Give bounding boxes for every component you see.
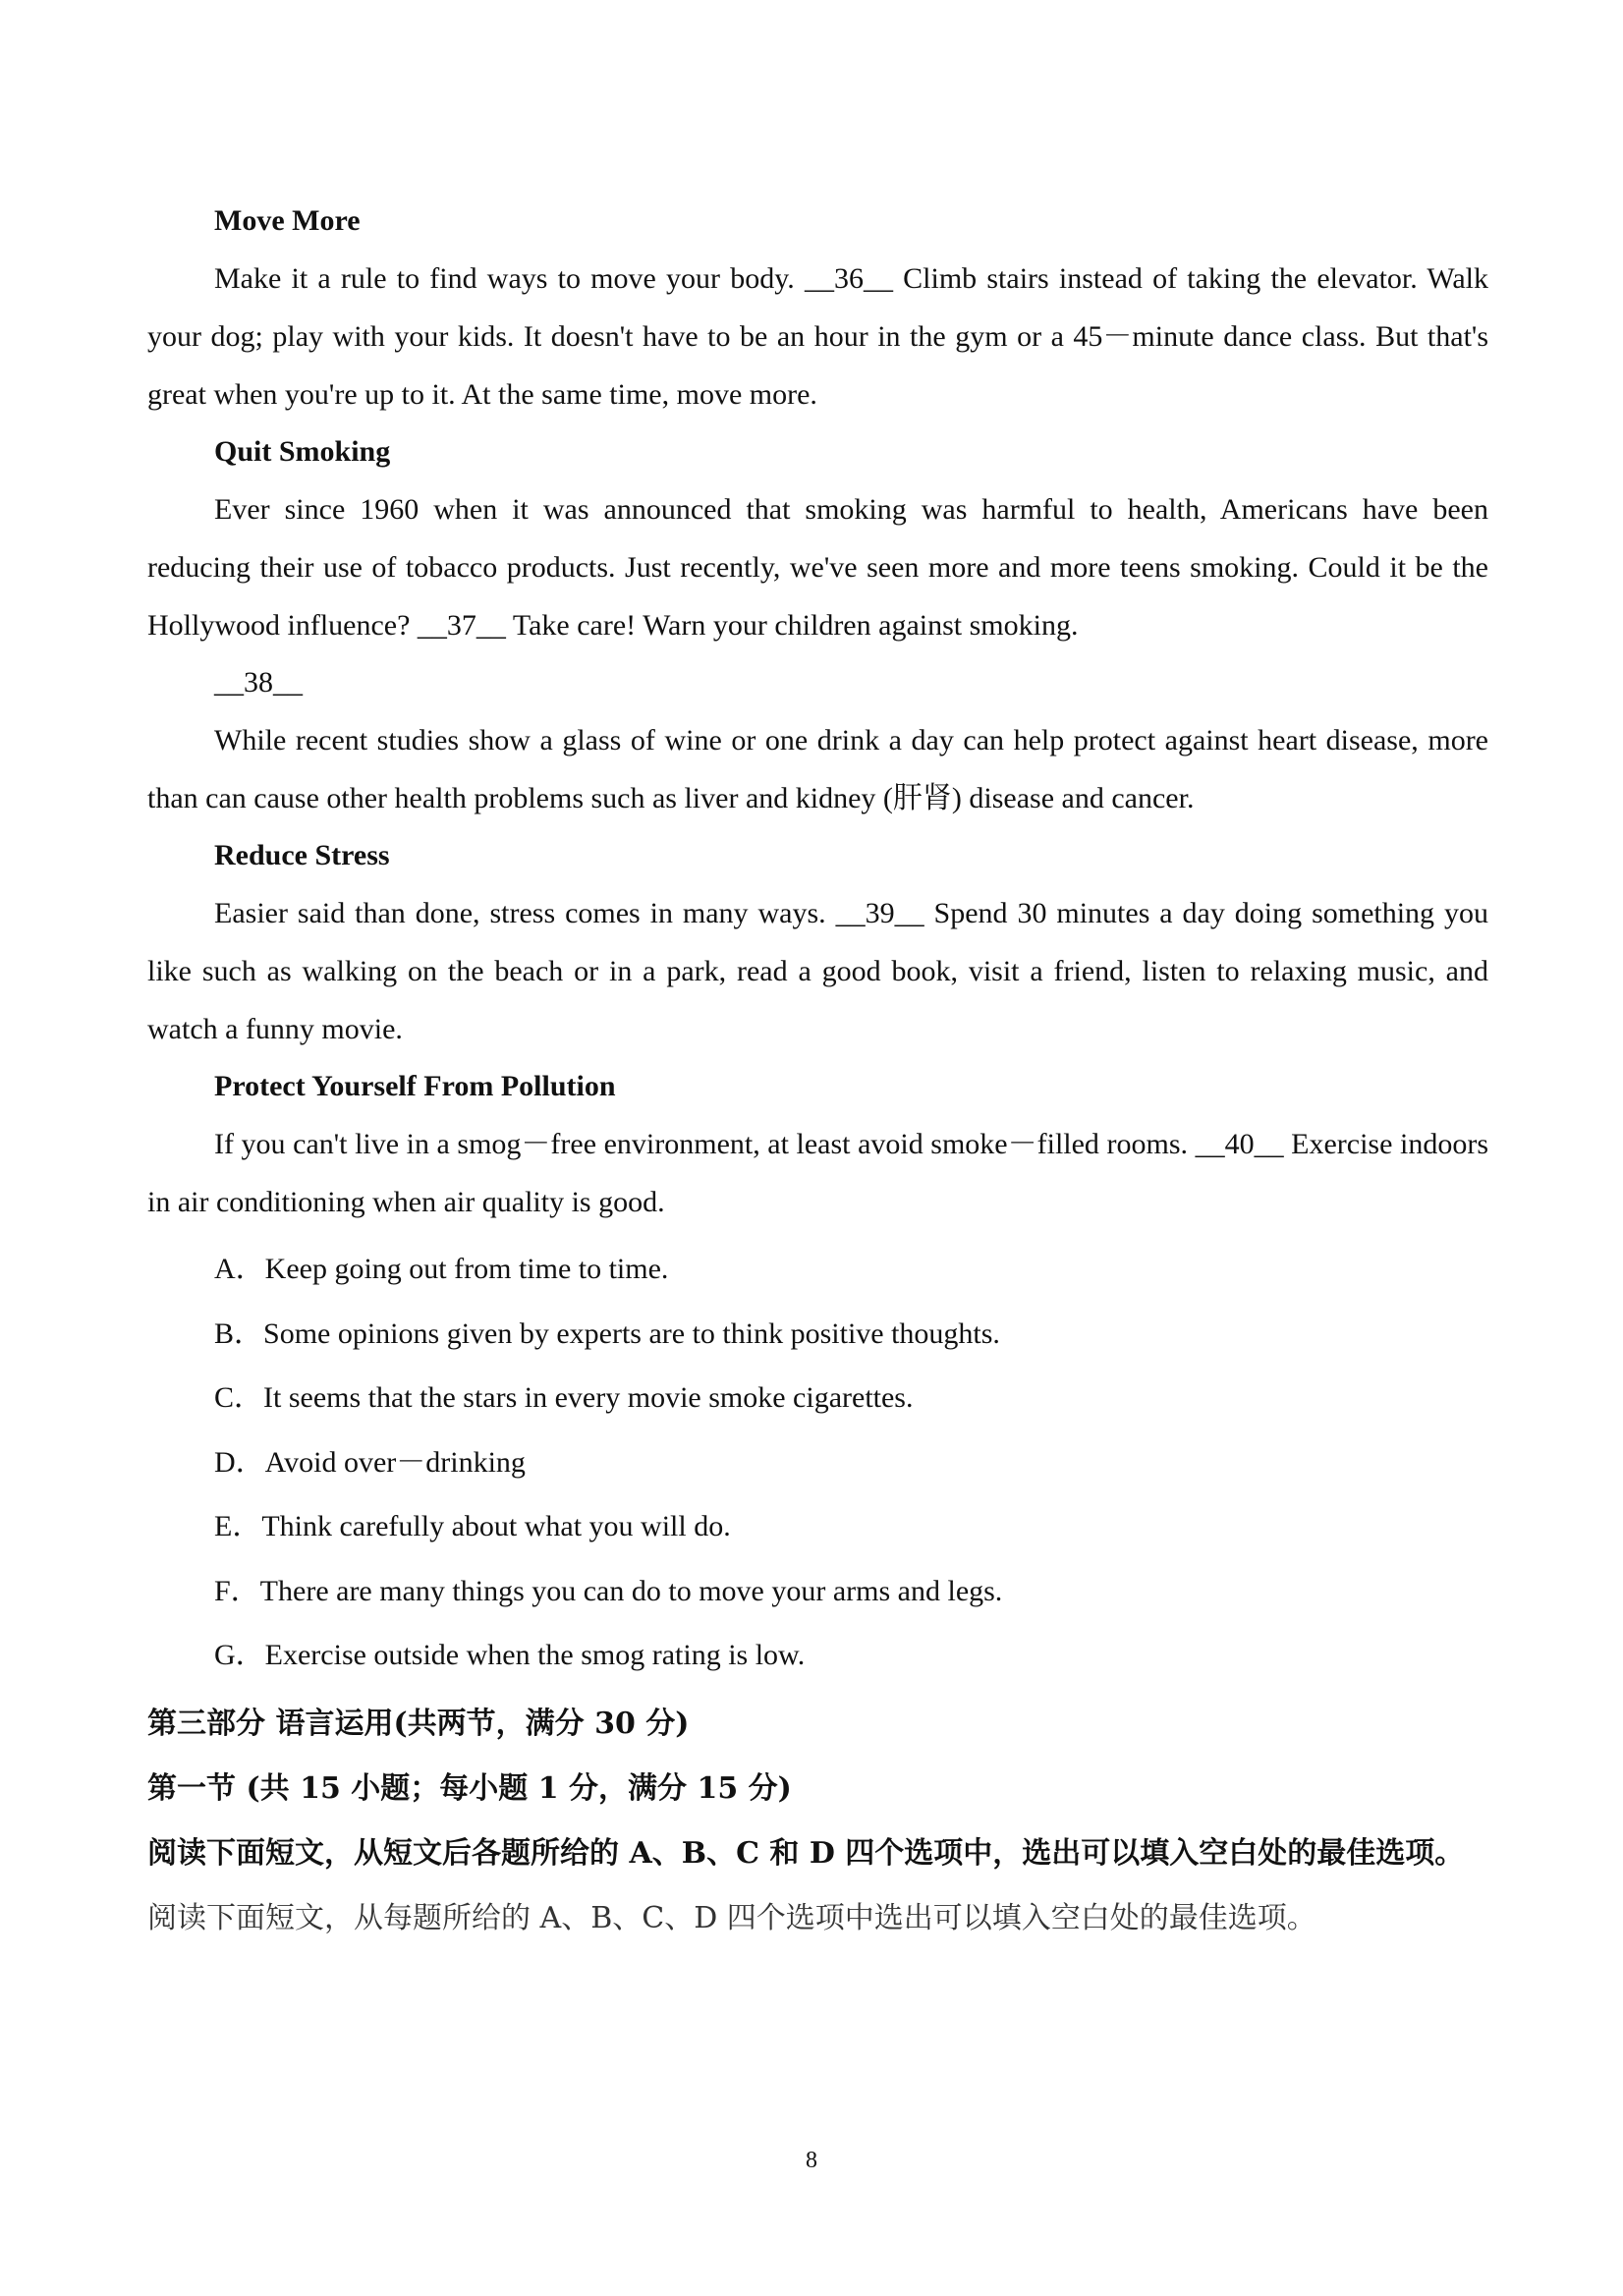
part-three bbox=[147, 1692, 1488, 1951]
option-d: D．Avoid over－drinking bbox=[214, 1445, 526, 1479]
answer-options bbox=[147, 1237, 1488, 1688]
paragraph-pollution: If you can't live in a smog－free environment, at least avoid smoke－filled rooms. __40__ Exercise indoors in air conditioning when air quality is good. bbox=[147, 1128, 1488, 1218]
paragraph-move-more: Make it a rule to find ways to move your body. __36__ Climb stairs instead of taking the elevator. Walk your dog; play with your kids. It doesn't have to be an hour in the gym or a 45－minute dance class. But that's great when you're up to it. At the same time, move more. bbox=[147, 262, 1488, 411]
paragraph-quit-smoking: Ever since 1960 when it was announced that smoking was harmful to health, Americans have been reducing their use of tobacco products. Just recently, we've seen more and more teens smoking. Could it be the Hollywood influence? __37__ Take care! Warn your children against smoking. bbox=[147, 493, 1488, 642]
heading-quit-smoking: Quit Smoking bbox=[214, 435, 391, 468]
part-three-title: 第三部分 语言运用(共两节，满分 30 分) bbox=[147, 1706, 690, 1741]
part-three-directions: 阅读下面短文，从短文后各题所给的 A、B、C 和 D 四个选项中，选出可以填入空白处的最佳选项。 bbox=[147, 1835, 1465, 1871]
exam-page bbox=[147, 193, 1488, 1951]
page-number: 8 bbox=[806, 2148, 817, 2173]
option-e: E．Think carefully about what you will do. bbox=[214, 1510, 731, 1542]
option-b: B．Some opinions given by experts are to think positive thoughts. bbox=[214, 1316, 1000, 1350]
part-three-subtitle: 第一节 (共 15 小题；每小题 1 分，满分 15 分) bbox=[147, 1770, 792, 1806]
heading-reduce-stress: Reduce Stress bbox=[214, 839, 390, 871]
heading-blank-38: __38__ bbox=[214, 666, 303, 699]
paragraph-reduce-stress: Easier said than done, stress comes in many ways. __39__ Spend 30 minutes a day doing something you like such as walking on the beach or in a park, read a good book, visit a friend, listen to relaxing music, and watch a funny movie. bbox=[147, 897, 1488, 1045]
heading-pollution: Protect Yourself From Pollution bbox=[214, 1070, 616, 1102]
option-f: F．There are many things you can do to move your arms and legs. bbox=[214, 1574, 1003, 1607]
option-a: A．Keep going out from time to time. bbox=[214, 1253, 669, 1285]
option-g: G．Exercise outside when the smog rating is low. bbox=[214, 1639, 806, 1671]
heading-move-more: Move More bbox=[214, 204, 361, 237]
part-three-instruction: 阅读下面短文，从每题所给的 A、B、C、D 四个选项中选出可以填入空白处的最佳选项。 bbox=[147, 1900, 1316, 1935]
option-c: C．It seems that the stars in every movie smoke cigarettes. bbox=[214, 1381, 914, 1414]
paragraph-drinking: While recent studies show a glass of wine or one drink a day can help protect against heart disease, more than can cause other health problems such as liver and kidney (肝肾) disease and cancer. bbox=[147, 724, 1488, 814]
